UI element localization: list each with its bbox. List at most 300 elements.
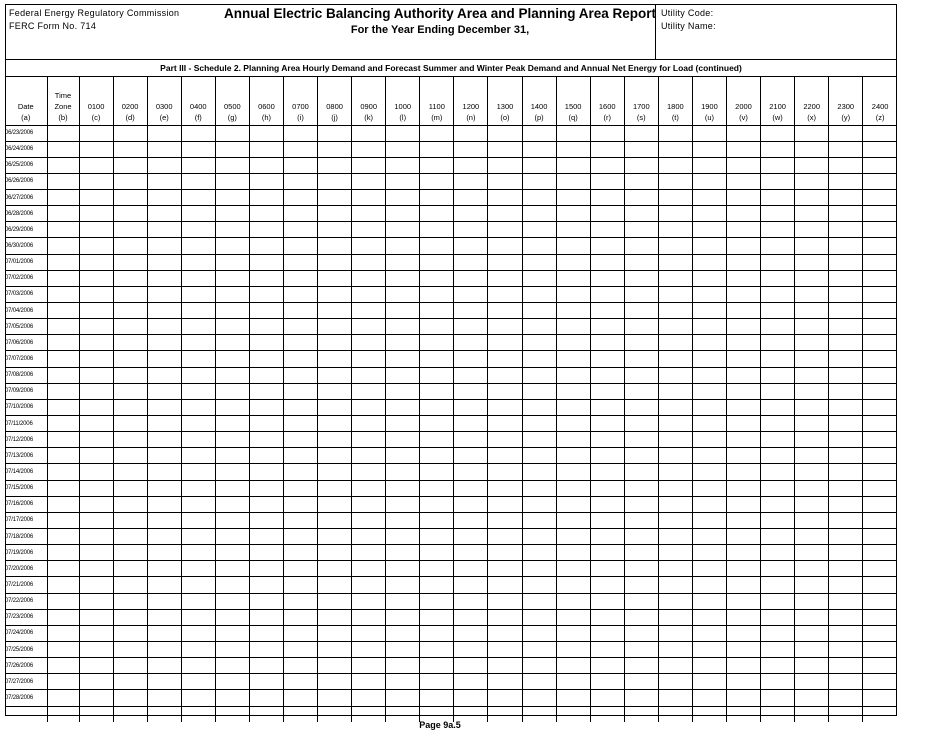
hour-demand-cell[interactable] xyxy=(386,206,420,222)
hour-demand-cell[interactable] xyxy=(352,254,386,270)
hour-demand-cell[interactable] xyxy=(318,254,352,270)
hour-demand-cell[interactable] xyxy=(726,399,760,415)
hour-demand-cell[interactable] xyxy=(795,319,829,335)
hour-demand-cell[interactable] xyxy=(692,496,726,512)
hour-demand-cell[interactable] xyxy=(726,642,760,658)
hour-demand-cell[interactable] xyxy=(863,367,897,383)
hour-demand-cell[interactable] xyxy=(454,496,488,512)
hour-demand-cell[interactable] xyxy=(420,206,454,222)
hour-demand-cell[interactable] xyxy=(863,270,897,286)
hour-demand-cell[interactable] xyxy=(658,496,692,512)
hour-demand-cell[interactable] xyxy=(147,480,181,496)
hour-demand-cell[interactable] xyxy=(147,141,181,157)
hour-demand-cell[interactable] xyxy=(386,222,420,238)
hour-demand-cell[interactable] xyxy=(113,173,147,189)
hour-demand-cell[interactable] xyxy=(522,642,556,658)
hour-demand-cell[interactable] xyxy=(454,222,488,238)
hour-demand-cell[interactable] xyxy=(283,496,317,512)
time-zone-cell[interactable] xyxy=(47,367,79,383)
hour-demand-cell[interactable] xyxy=(761,642,795,658)
hour-demand-cell[interactable] xyxy=(863,625,897,641)
hour-demand-cell[interactable] xyxy=(318,577,352,593)
hour-demand-cell[interactable] xyxy=(795,351,829,367)
hour-demand-cell[interactable] xyxy=(215,222,249,238)
hour-demand-cell[interactable] xyxy=(181,125,215,141)
hour-demand-cell[interactable] xyxy=(454,577,488,593)
hour-demand-cell[interactable] xyxy=(522,529,556,545)
hour-demand-cell[interactable] xyxy=(283,367,317,383)
hour-demand-cell[interactable] xyxy=(113,416,147,432)
hour-demand-cell[interactable] xyxy=(352,609,386,625)
time-zone-cell[interactable] xyxy=(47,335,79,351)
hour-demand-cell[interactable] xyxy=(113,270,147,286)
hour-demand-cell[interactable] xyxy=(658,319,692,335)
hour-demand-cell[interactable] xyxy=(658,351,692,367)
hour-demand-cell[interactable] xyxy=(556,512,590,528)
hour-demand-cell[interactable] xyxy=(249,625,283,641)
hour-demand-cell[interactable] xyxy=(113,593,147,609)
hour-demand-cell[interactable] xyxy=(488,141,522,157)
hour-demand-cell[interactable] xyxy=(829,254,863,270)
hour-demand-cell[interactable] xyxy=(79,351,113,367)
hour-demand-cell[interactable] xyxy=(863,222,897,238)
hour-demand-cell[interactable] xyxy=(318,642,352,658)
hour-demand-cell[interactable] xyxy=(386,642,420,658)
hour-demand-cell[interactable] xyxy=(181,432,215,448)
hour-demand-cell[interactable] xyxy=(624,399,658,415)
hour-demand-cell[interactable] xyxy=(692,335,726,351)
hour-demand-cell[interactable] xyxy=(658,335,692,351)
hour-demand-cell[interactable] xyxy=(829,286,863,302)
time-zone-cell[interactable] xyxy=(47,141,79,157)
hour-demand-cell[interactable] xyxy=(761,319,795,335)
hour-demand-cell[interactable] xyxy=(283,206,317,222)
hour-demand-cell[interactable] xyxy=(624,690,658,706)
hour-demand-cell[interactable] xyxy=(795,222,829,238)
hour-demand-cell[interactable] xyxy=(863,658,897,674)
hour-demand-cell[interactable] xyxy=(658,593,692,609)
hour-demand-cell[interactable] xyxy=(352,432,386,448)
hour-demand-cell[interactable] xyxy=(420,416,454,432)
hour-demand-cell[interactable] xyxy=(386,303,420,319)
hour-demand-cell[interactable] xyxy=(181,173,215,189)
hour-demand-cell[interactable] xyxy=(318,480,352,496)
hour-demand-cell[interactable] xyxy=(420,496,454,512)
hour-demand-cell[interactable] xyxy=(147,658,181,674)
hour-demand-cell[interactable] xyxy=(147,383,181,399)
hour-demand-cell[interactable] xyxy=(318,190,352,206)
hour-demand-cell[interactable] xyxy=(79,545,113,561)
hour-demand-cell[interactable] xyxy=(522,593,556,609)
hour-demand-cell[interactable] xyxy=(352,157,386,173)
hour-demand-cell[interactable] xyxy=(113,512,147,528)
hour-demand-cell[interactable] xyxy=(318,674,352,690)
hour-demand-cell[interactable] xyxy=(386,367,420,383)
hour-demand-cell[interactable] xyxy=(488,335,522,351)
hour-demand-cell[interactable] xyxy=(147,303,181,319)
hour-demand-cell[interactable] xyxy=(181,335,215,351)
hour-demand-cell[interactable] xyxy=(522,609,556,625)
hour-demand-cell[interactable] xyxy=(420,399,454,415)
hour-demand-cell[interactable] xyxy=(113,674,147,690)
hour-demand-cell[interactable] xyxy=(658,286,692,302)
hour-demand-cell[interactable] xyxy=(352,367,386,383)
hour-demand-cell[interactable] xyxy=(863,319,897,335)
hour-demand-cell[interactable] xyxy=(352,319,386,335)
hour-demand-cell[interactable] xyxy=(829,238,863,254)
hour-demand-cell[interactable] xyxy=(113,561,147,577)
hour-demand-cell[interactable] xyxy=(829,399,863,415)
hour-demand-cell[interactable] xyxy=(113,141,147,157)
hour-demand-cell[interactable] xyxy=(352,173,386,189)
hour-demand-cell[interactable] xyxy=(863,674,897,690)
hour-demand-cell[interactable] xyxy=(590,432,624,448)
hour-demand-cell[interactable] xyxy=(454,416,488,432)
hour-demand-cell[interactable] xyxy=(318,690,352,706)
hour-demand-cell[interactable] xyxy=(249,383,283,399)
hour-demand-cell[interactable] xyxy=(352,545,386,561)
hour-demand-cell[interactable] xyxy=(386,383,420,399)
hour-demand-cell[interactable] xyxy=(726,125,760,141)
time-zone-cell[interactable] xyxy=(47,173,79,189)
hour-demand-cell[interactable] xyxy=(761,625,795,641)
hour-demand-cell[interactable] xyxy=(283,464,317,480)
time-zone-cell[interactable] xyxy=(47,303,79,319)
hour-demand-cell[interactable] xyxy=(522,254,556,270)
hour-demand-cell[interactable] xyxy=(215,432,249,448)
hour-demand-cell[interactable] xyxy=(863,190,897,206)
hour-demand-cell[interactable] xyxy=(556,351,590,367)
hour-demand-cell[interactable] xyxy=(761,286,795,302)
hour-demand-cell[interactable] xyxy=(795,286,829,302)
hour-demand-cell[interactable] xyxy=(215,448,249,464)
hour-demand-cell[interactable] xyxy=(386,416,420,432)
hour-demand-cell[interactable] xyxy=(147,561,181,577)
hour-demand-cell[interactable] xyxy=(352,496,386,512)
hour-demand-cell[interactable] xyxy=(590,690,624,706)
hour-demand-cell[interactable] xyxy=(624,367,658,383)
hour-demand-cell[interactable] xyxy=(761,399,795,415)
hour-demand-cell[interactable] xyxy=(147,125,181,141)
hour-demand-cell[interactable] xyxy=(624,206,658,222)
hour-demand-cell[interactable] xyxy=(113,642,147,658)
hour-demand-cell[interactable] xyxy=(147,254,181,270)
hour-demand-cell[interactable] xyxy=(79,238,113,254)
hour-demand-cell[interactable] xyxy=(863,642,897,658)
hour-demand-cell[interactable] xyxy=(352,286,386,302)
time-zone-cell[interactable] xyxy=(47,270,79,286)
hour-demand-cell[interactable] xyxy=(181,658,215,674)
hour-demand-cell[interactable] xyxy=(420,464,454,480)
hour-demand-cell[interactable] xyxy=(829,496,863,512)
hour-demand-cell[interactable] xyxy=(420,173,454,189)
hour-demand-cell[interactable] xyxy=(556,480,590,496)
hour-demand-cell[interactable] xyxy=(624,157,658,173)
hour-demand-cell[interactable] xyxy=(795,416,829,432)
hour-demand-cell[interactable] xyxy=(624,416,658,432)
hour-demand-cell[interactable] xyxy=(761,464,795,480)
time-zone-cell[interactable] xyxy=(47,222,79,238)
hour-demand-cell[interactable] xyxy=(556,286,590,302)
hour-demand-cell[interactable] xyxy=(283,141,317,157)
hour-demand-cell[interactable] xyxy=(215,577,249,593)
hour-demand-cell[interactable] xyxy=(692,173,726,189)
hour-demand-cell[interactable] xyxy=(590,270,624,286)
hour-demand-cell[interactable] xyxy=(386,545,420,561)
hour-demand-cell[interactable] xyxy=(249,416,283,432)
hour-demand-cell[interactable] xyxy=(761,658,795,674)
hour-demand-cell[interactable] xyxy=(795,238,829,254)
hour-demand-cell[interactable] xyxy=(590,674,624,690)
hour-demand-cell[interactable] xyxy=(283,658,317,674)
hour-demand-cell[interactable] xyxy=(829,206,863,222)
hour-demand-cell[interactable] xyxy=(692,577,726,593)
hour-demand-cell[interactable] xyxy=(795,141,829,157)
hour-demand-cell[interactable] xyxy=(386,238,420,254)
hour-demand-cell[interactable] xyxy=(488,545,522,561)
hour-demand-cell[interactable] xyxy=(761,609,795,625)
hour-demand-cell[interactable] xyxy=(488,222,522,238)
time-zone-cell[interactable] xyxy=(47,545,79,561)
hour-demand-cell[interactable] xyxy=(522,658,556,674)
hour-demand-cell[interactable] xyxy=(249,141,283,157)
hour-demand-cell[interactable] xyxy=(795,383,829,399)
hour-demand-cell[interactable] xyxy=(658,254,692,270)
hour-demand-cell[interactable] xyxy=(181,222,215,238)
hour-demand-cell[interactable] xyxy=(658,367,692,383)
hour-demand-cell[interactable] xyxy=(318,625,352,641)
hour-demand-cell[interactable] xyxy=(283,303,317,319)
hour-demand-cell[interactable] xyxy=(863,561,897,577)
hour-demand-cell[interactable] xyxy=(556,642,590,658)
hour-demand-cell[interactable] xyxy=(624,609,658,625)
hour-demand-cell[interactable] xyxy=(863,416,897,432)
hour-demand-cell[interactable] xyxy=(454,173,488,189)
hour-demand-cell[interactable] xyxy=(215,416,249,432)
hour-demand-cell[interactable] xyxy=(249,464,283,480)
hour-demand-cell[interactable] xyxy=(79,496,113,512)
hour-demand-cell[interactable] xyxy=(386,577,420,593)
hour-demand-cell[interactable] xyxy=(863,545,897,561)
hour-demand-cell[interactable] xyxy=(590,383,624,399)
hour-demand-cell[interactable] xyxy=(454,690,488,706)
hour-demand-cell[interactable] xyxy=(488,383,522,399)
hour-demand-cell[interactable] xyxy=(795,303,829,319)
hour-demand-cell[interactable] xyxy=(420,335,454,351)
hour-demand-cell[interactable] xyxy=(692,512,726,528)
hour-demand-cell[interactable] xyxy=(420,609,454,625)
hour-demand-cell[interactable] xyxy=(318,319,352,335)
hour-demand-cell[interactable] xyxy=(488,319,522,335)
hour-demand-cell[interactable] xyxy=(215,512,249,528)
hour-demand-cell[interactable] xyxy=(283,642,317,658)
hour-demand-cell[interactable] xyxy=(283,190,317,206)
hour-demand-cell[interactable] xyxy=(181,625,215,641)
time-zone-cell[interactable] xyxy=(47,674,79,690)
hour-demand-cell[interactable] xyxy=(692,270,726,286)
hour-demand-cell[interactable] xyxy=(249,351,283,367)
hour-demand-cell[interactable] xyxy=(590,642,624,658)
hour-demand-cell[interactable] xyxy=(522,432,556,448)
hour-demand-cell[interactable] xyxy=(829,480,863,496)
time-zone-cell[interactable] xyxy=(47,190,79,206)
hour-demand-cell[interactable] xyxy=(726,496,760,512)
hour-demand-cell[interactable] xyxy=(79,383,113,399)
hour-demand-cell[interactable] xyxy=(181,545,215,561)
hour-demand-cell[interactable] xyxy=(863,141,897,157)
hour-demand-cell[interactable] xyxy=(590,286,624,302)
hour-demand-cell[interactable] xyxy=(556,206,590,222)
hour-demand-cell[interactable] xyxy=(420,125,454,141)
time-zone-cell[interactable] xyxy=(47,238,79,254)
hour-demand-cell[interactable] xyxy=(420,286,454,302)
hour-demand-cell[interactable] xyxy=(726,561,760,577)
hour-demand-cell[interactable] xyxy=(420,448,454,464)
hour-demand-cell[interactable] xyxy=(181,399,215,415)
hour-demand-cell[interactable] xyxy=(761,367,795,383)
hour-demand-cell[interactable] xyxy=(147,448,181,464)
hour-demand-cell[interactable] xyxy=(829,319,863,335)
time-zone-cell[interactable] xyxy=(47,286,79,302)
hour-demand-cell[interactable] xyxy=(352,303,386,319)
hour-demand-cell[interactable] xyxy=(692,190,726,206)
hour-demand-cell[interactable] xyxy=(181,529,215,545)
hour-demand-cell[interactable] xyxy=(795,593,829,609)
hour-demand-cell[interactable] xyxy=(624,464,658,480)
hour-demand-cell[interactable] xyxy=(147,642,181,658)
hour-demand-cell[interactable] xyxy=(386,609,420,625)
hour-demand-cell[interactable] xyxy=(454,141,488,157)
hour-demand-cell[interactable] xyxy=(113,609,147,625)
hour-demand-cell[interactable] xyxy=(386,157,420,173)
hour-demand-cell[interactable] xyxy=(79,254,113,270)
hour-demand-cell[interactable] xyxy=(79,690,113,706)
hour-demand-cell[interactable] xyxy=(761,222,795,238)
hour-demand-cell[interactable] xyxy=(692,206,726,222)
hour-demand-cell[interactable] xyxy=(863,286,897,302)
hour-demand-cell[interactable] xyxy=(181,270,215,286)
hour-demand-cell[interactable] xyxy=(283,383,317,399)
hour-demand-cell[interactable] xyxy=(249,367,283,383)
hour-demand-cell[interactable] xyxy=(761,206,795,222)
hour-demand-cell[interactable] xyxy=(352,464,386,480)
hour-demand-cell[interactable] xyxy=(488,157,522,173)
hour-demand-cell[interactable] xyxy=(522,286,556,302)
hour-demand-cell[interactable] xyxy=(249,496,283,512)
hour-demand-cell[interactable] xyxy=(863,125,897,141)
hour-demand-cell[interactable] xyxy=(352,690,386,706)
hour-demand-cell[interactable] xyxy=(454,545,488,561)
hour-demand-cell[interactable] xyxy=(318,367,352,383)
hour-demand-cell[interactable] xyxy=(420,658,454,674)
hour-demand-cell[interactable] xyxy=(181,254,215,270)
hour-demand-cell[interactable] xyxy=(863,206,897,222)
hour-demand-cell[interactable] xyxy=(795,125,829,141)
hour-demand-cell[interactable] xyxy=(113,690,147,706)
hour-demand-cell[interactable] xyxy=(113,496,147,512)
hour-demand-cell[interactable] xyxy=(283,125,317,141)
hour-demand-cell[interactable] xyxy=(181,206,215,222)
hour-demand-cell[interactable] xyxy=(79,577,113,593)
hour-demand-cell[interactable] xyxy=(761,173,795,189)
hour-demand-cell[interactable] xyxy=(658,625,692,641)
hour-demand-cell[interactable] xyxy=(249,690,283,706)
hour-demand-cell[interactable] xyxy=(386,254,420,270)
hour-demand-cell[interactable] xyxy=(420,319,454,335)
hour-demand-cell[interactable] xyxy=(726,464,760,480)
hour-demand-cell[interactable] xyxy=(215,674,249,690)
hour-demand-cell[interactable] xyxy=(215,190,249,206)
hour-demand-cell[interactable] xyxy=(79,609,113,625)
hour-demand-cell[interactable] xyxy=(454,286,488,302)
hour-demand-cell[interactable] xyxy=(352,593,386,609)
hour-demand-cell[interactable] xyxy=(318,286,352,302)
hour-demand-cell[interactable] xyxy=(318,609,352,625)
time-zone-cell[interactable] xyxy=(47,496,79,512)
hour-demand-cell[interactable] xyxy=(556,545,590,561)
hour-demand-cell[interactable] xyxy=(352,206,386,222)
hour-demand-cell[interactable] xyxy=(692,238,726,254)
hour-demand-cell[interactable] xyxy=(386,286,420,302)
hour-demand-cell[interactable] xyxy=(863,238,897,254)
hour-demand-cell[interactable] xyxy=(590,319,624,335)
hour-demand-cell[interactable] xyxy=(692,480,726,496)
hour-demand-cell[interactable] xyxy=(658,399,692,415)
hour-demand-cell[interactable] xyxy=(79,674,113,690)
hour-demand-cell[interactable] xyxy=(79,173,113,189)
hour-demand-cell[interactable] xyxy=(147,319,181,335)
hour-demand-cell[interactable] xyxy=(726,625,760,641)
time-zone-cell[interactable] xyxy=(47,432,79,448)
hour-demand-cell[interactable] xyxy=(420,303,454,319)
hour-demand-cell[interactable] xyxy=(488,512,522,528)
hour-demand-cell[interactable] xyxy=(249,190,283,206)
hour-demand-cell[interactable] xyxy=(283,480,317,496)
hour-demand-cell[interactable] xyxy=(488,690,522,706)
hour-demand-cell[interactable] xyxy=(147,157,181,173)
hour-demand-cell[interactable] xyxy=(624,141,658,157)
hour-demand-cell[interactable] xyxy=(624,303,658,319)
hour-demand-cell[interactable] xyxy=(352,529,386,545)
hour-demand-cell[interactable] xyxy=(726,577,760,593)
hour-demand-cell[interactable] xyxy=(522,173,556,189)
hour-demand-cell[interactable] xyxy=(829,190,863,206)
hour-demand-cell[interactable] xyxy=(624,561,658,577)
hour-demand-cell[interactable] xyxy=(283,399,317,415)
hour-demand-cell[interactable] xyxy=(318,529,352,545)
hour-demand-cell[interactable] xyxy=(658,464,692,480)
hour-demand-cell[interactable] xyxy=(215,206,249,222)
hour-demand-cell[interactable] xyxy=(829,448,863,464)
hour-demand-cell[interactable] xyxy=(590,141,624,157)
hour-demand-cell[interactable] xyxy=(556,141,590,157)
time-zone-cell[interactable] xyxy=(47,690,79,706)
hour-demand-cell[interactable] xyxy=(488,125,522,141)
time-zone-cell[interactable] xyxy=(47,383,79,399)
hour-demand-cell[interactable] xyxy=(147,416,181,432)
hour-demand-cell[interactable] xyxy=(215,383,249,399)
hour-demand-cell[interactable] xyxy=(556,270,590,286)
hour-demand-cell[interactable] xyxy=(488,238,522,254)
hour-demand-cell[interactable] xyxy=(590,480,624,496)
hour-demand-cell[interactable] xyxy=(488,496,522,512)
hour-demand-cell[interactable] xyxy=(795,173,829,189)
hour-demand-cell[interactable] xyxy=(386,270,420,286)
hour-demand-cell[interactable] xyxy=(863,432,897,448)
hour-demand-cell[interactable] xyxy=(795,642,829,658)
hour-demand-cell[interactable] xyxy=(420,690,454,706)
hour-demand-cell[interactable] xyxy=(283,529,317,545)
